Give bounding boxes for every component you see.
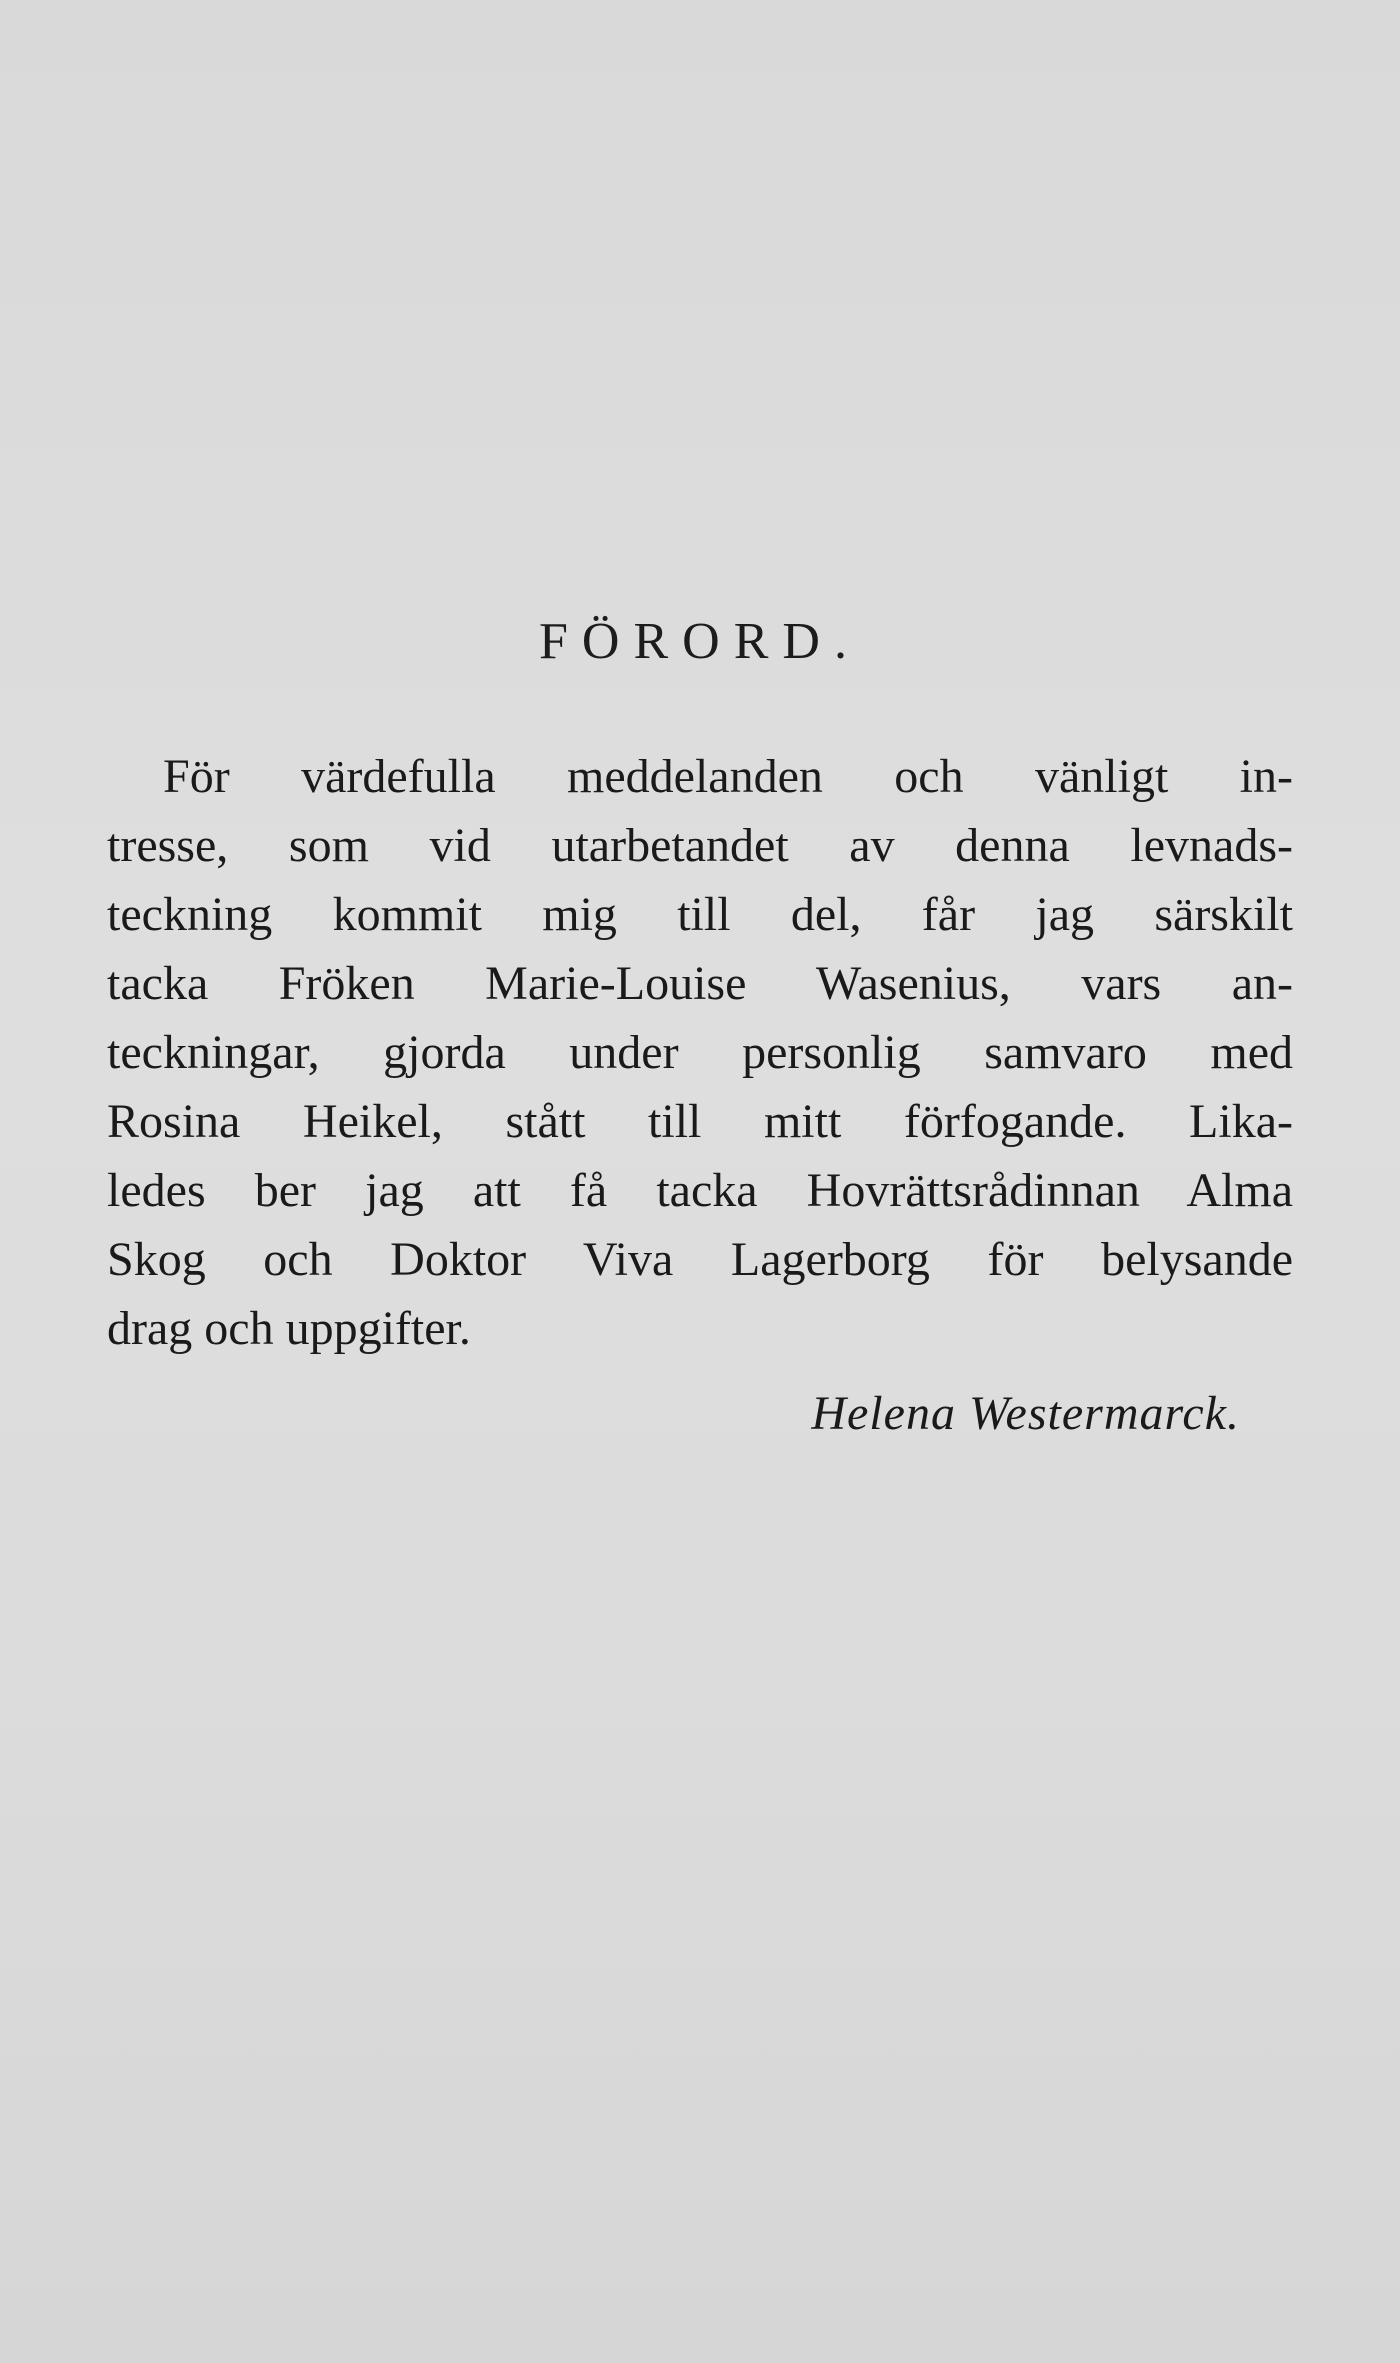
paragraph-line: tacka Fröken Marie-Louise Wasenius, vars an- [107, 957, 1293, 1010]
paragraph-line: teckning kommit mig till del, får jag särskilt [107, 888, 1293, 941]
page-heading: FÖRORD. [539, 613, 861, 670]
paragraph-line: drag och uppgifter. [107, 1302, 471, 1355]
paragraph-line: Rosina Heikel, stått till mitt förfogande. Lika- [107, 1095, 1293, 1148]
paragraph-line: teckningar, gjorda under personlig samvaro med [107, 1026, 1293, 1079]
paragraph-line: Skog och Doktor Viva Lagerborg för belysande [107, 1233, 1293, 1286]
paragraph-line: tresse, som vid utarbetandet av denna levnads- [107, 819, 1293, 872]
paragraph-line: För värdefulla meddelanden och vänligt in- [163, 750, 1293, 803]
foreword-paragraph [107, 742, 1293, 1363]
author-signature: Helena Westermarck. [811, 1387, 1240, 1440]
paragraph-line: ledes ber jag att få tacka Hovrättsrådinnan Alma [107, 1164, 1293, 1217]
